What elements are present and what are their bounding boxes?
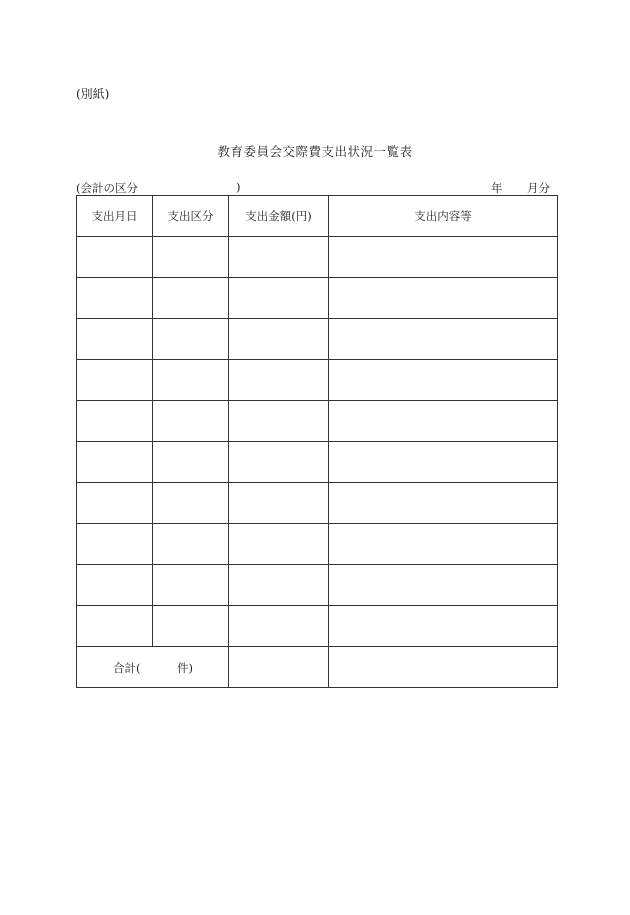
date-cell bbox=[77, 524, 153, 565]
total-unit: 件) bbox=[177, 661, 193, 675]
table-row bbox=[77, 606, 558, 647]
details-cell bbox=[329, 278, 558, 319]
category-cell bbox=[153, 442, 229, 483]
date-cell bbox=[77, 565, 153, 606]
category-cell bbox=[153, 401, 229, 442]
category-cell bbox=[153, 278, 229, 319]
total-details-cell bbox=[329, 647, 558, 688]
date-cell bbox=[77, 442, 153, 483]
table-row bbox=[77, 524, 558, 565]
account-category-label: (会計の区分 bbox=[76, 181, 138, 195]
category-cell bbox=[153, 319, 229, 360]
year-label: 年 bbox=[491, 181, 503, 195]
details-cell bbox=[329, 401, 558, 442]
month-label: 月分 bbox=[527, 181, 550, 195]
amount-cell bbox=[229, 319, 329, 360]
details-cell bbox=[329, 237, 558, 278]
document-title: 教育委員会交際費支出状況一覧表 bbox=[217, 144, 413, 159]
total-row bbox=[77, 647, 558, 688]
date-cell bbox=[77, 278, 153, 319]
category-cell bbox=[153, 360, 229, 401]
amount-cell bbox=[229, 401, 329, 442]
category-cell bbox=[153, 606, 229, 647]
details-cell bbox=[329, 442, 558, 483]
amount-cell bbox=[229, 278, 329, 319]
category-cell bbox=[153, 565, 229, 606]
amount-cell bbox=[229, 483, 329, 524]
date-cell bbox=[77, 360, 153, 401]
category-cell bbox=[153, 237, 229, 278]
table-row bbox=[77, 401, 558, 442]
amount-cell bbox=[229, 442, 329, 483]
attachment-label: (別紙) bbox=[76, 87, 110, 101]
table-row bbox=[77, 442, 558, 483]
amount-cell bbox=[229, 360, 329, 401]
date-cell bbox=[77, 401, 153, 442]
table-row bbox=[77, 360, 558, 401]
category-cell bbox=[153, 524, 229, 565]
details-cell bbox=[329, 565, 558, 606]
amount-cell bbox=[229, 606, 329, 647]
table-row bbox=[77, 237, 558, 278]
date-cell bbox=[77, 319, 153, 360]
details-cell bbox=[329, 360, 558, 401]
details-cell bbox=[329, 483, 558, 524]
column-header-category: 支出区分 bbox=[153, 196, 229, 237]
details-cell bbox=[329, 606, 558, 647]
table-header-row bbox=[77, 196, 558, 237]
account-category-close: ) bbox=[236, 180, 241, 194]
table-row bbox=[77, 483, 558, 524]
expenditure-table bbox=[76, 195, 558, 688]
date-cell bbox=[77, 237, 153, 278]
total-amount-cell bbox=[229, 647, 329, 688]
amount-cell bbox=[229, 565, 329, 606]
table-row bbox=[77, 278, 558, 319]
details-cell bbox=[329, 524, 558, 565]
total-count-cell bbox=[77, 647, 229, 688]
column-header-date: 支出月日 bbox=[77, 196, 153, 237]
amount-cell bbox=[229, 237, 329, 278]
date-cell bbox=[77, 606, 153, 647]
details-cell bbox=[329, 319, 558, 360]
table-row bbox=[77, 319, 558, 360]
table-row bbox=[77, 565, 558, 606]
total-label: 合計( bbox=[113, 661, 141, 675]
column-header-details: 支出内容等 bbox=[329, 196, 558, 237]
category-cell bbox=[153, 483, 229, 524]
date-cell bbox=[77, 483, 153, 524]
amount-cell bbox=[229, 524, 329, 565]
column-header-amount: 支出金額(円) bbox=[229, 196, 329, 237]
